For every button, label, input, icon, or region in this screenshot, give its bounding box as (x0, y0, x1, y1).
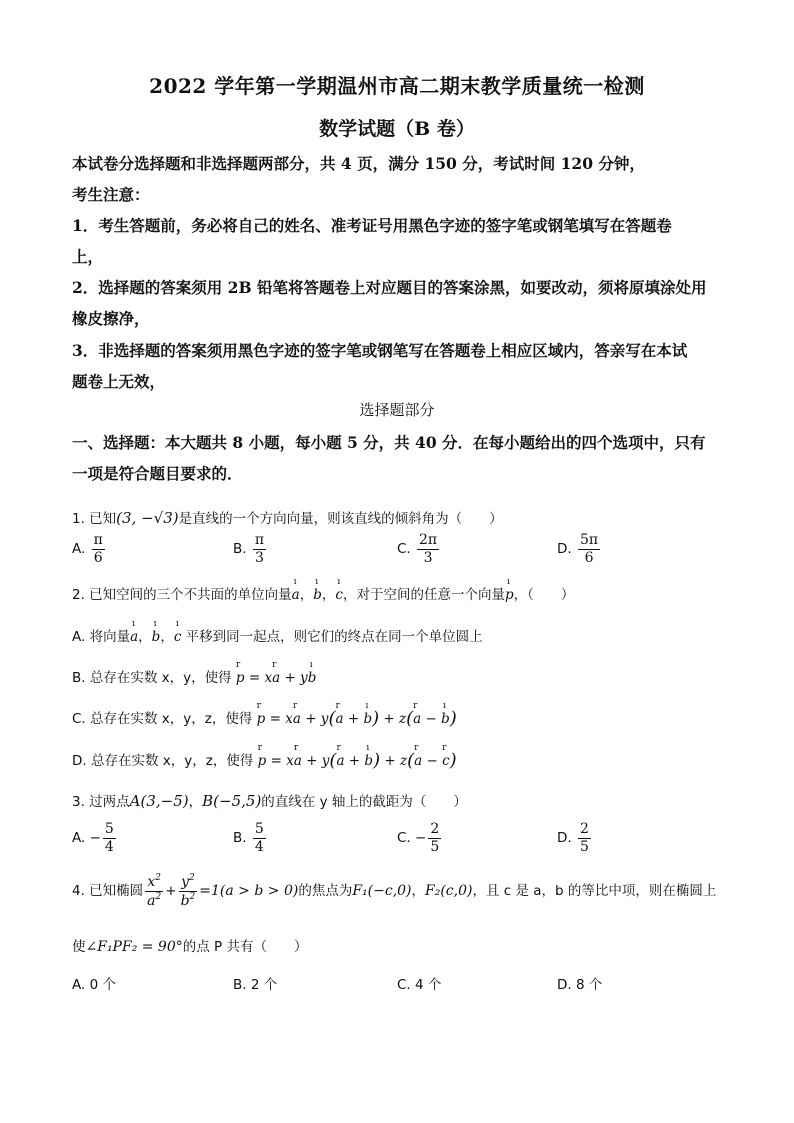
option-label: A. (72, 541, 86, 558)
fraction (578, 533, 600, 565)
notice-item-1-cont: 上， (72, 247, 104, 266)
q2-c-formula: r p = xr a + y(r a + ı b) + z(r a − ı b) (257, 711, 457, 727)
q1-option-d (557, 533, 602, 565)
vector-b: ı b (152, 629, 161, 645)
notice-title: 考生注意： (72, 185, 150, 204)
q1-vector: (3, −√3) (116, 509, 179, 527)
q3-option-b (233, 822, 268, 854)
denominator: 5 (579, 838, 589, 855)
option-label: A. (72, 830, 86, 847)
notice-item-3: 3．非选择题的答案须用黑色字迹的签字笔或钢笔写在答题卷上相应区域内，答亲写在本试 (72, 341, 688, 360)
option-label: B. (233, 541, 247, 558)
vector-a: ı a (130, 629, 138, 645)
notice-item-1: 1．考生答题前，务必将自己的姓名、准考证号用黑色字迹的签字笔或钢笔填写在答题卷 (72, 216, 672, 235)
q2-mid: ，对于空间的任意一个向量 (342, 587, 505, 603)
q4-option-c: C. 4 个 (397, 977, 442, 993)
denominator: 3 (255, 549, 264, 566)
vector-b: ı b (313, 587, 322, 603)
q4-angle: ∠F₁PF₂ = 90° (85, 939, 183, 955)
notice-item-3-cont: 题卷上无效， (72, 372, 166, 391)
q4-prefix: 4. 已知椭圆 (72, 883, 144, 900)
q1-option-b (233, 533, 268, 565)
q4-option-b: B. 2 个 (233, 977, 278, 993)
q2-d-formula: r p = xr a + y(r a + ı b) + z(r a − r c) (258, 753, 457, 769)
q4-line2-prefix: 使 (72, 939, 86, 955)
q2-option-c (72, 707, 457, 729)
q2-c-text: C. 总存在实数 x，y，z，使得 (72, 711, 253, 727)
numerator: π (93, 532, 103, 548)
denominator: 6 (93, 549, 103, 566)
q4-condition: =1(a > b > 0) (199, 883, 299, 900)
denominator: 3 (423, 549, 433, 566)
fraction (578, 822, 591, 854)
q3-option-c (397, 822, 443, 854)
option-label: B. (233, 830, 247, 847)
numerator: 5 (254, 821, 264, 837)
question-2-stem: 2. 已知空间的三个不共面的单位向量ı a，ı b，ı c，对于空间的任意一个向量ı p，（ ） (72, 583, 574, 603)
fraction (417, 533, 439, 565)
question-4-stem-cont (72, 935, 307, 955)
question-1-stem (72, 507, 503, 527)
q3-point-a: A(3,−5) (129, 792, 189, 810)
exam-title: 2022 学年第一学期温州市高二期末教学质量统一检测 (149, 74, 645, 98)
denominator: 5 (430, 838, 440, 855)
q3-point-b: B(−5,5) (202, 792, 262, 810)
q1-prefix: 1. 已知 (72, 511, 117, 527)
numerator: 2 (579, 821, 589, 837)
vector-c: ı c (174, 629, 182, 645)
q3-option-a (72, 822, 118, 854)
q2-b-text: B. 总存在实数 x，y，使得 (72, 670, 232, 686)
q4-option-d: D. 8 个 (557, 977, 603, 993)
vector-a: ı a (292, 587, 300, 603)
ellipse-y-term: $\frac{y^2}{b^2}$ (180, 873, 196, 909)
numerator: 2 (430, 821, 440, 837)
option-label: C. (397, 541, 411, 558)
option-label: C. (397, 830, 411, 847)
q4-focus-2: F₂(c,0) (425, 883, 473, 900)
q4-option-a: A. 0 个 (72, 977, 116, 993)
q2-option-d (72, 749, 457, 771)
section-heading: 一、选择题：本大题共 8 小题，每小题 5 分，共 40 分．在每小题给出的四个选项中，只有 (72, 433, 706, 452)
sign: − (415, 830, 427, 847)
numerator: 5π (579, 532, 599, 548)
question-4-stem: 4. 已知椭圆 $\frac{x^2}{a^2}$ + $\frac{y^2}{b^2}$ =1(a > b > 0)的焦点为F₁(−c,0)，F₂(c,0)，且 c 是 a，b 的等比中项，则在椭圆上 (72, 873, 717, 909)
q1-option-a (72, 533, 107, 565)
ellipse-x-term: $\frac{x^2}{a^2}$ (147, 873, 162, 909)
sign: − (89, 830, 101, 847)
q3-prefix: 3. 过两点 (72, 794, 130, 810)
q4-mid: 的焦点为 (298, 883, 353, 900)
q4-focus-1: F₁(−c,0) (352, 883, 412, 900)
notice-item-2-cont: 橡皮擦净， (72, 309, 150, 328)
q2-option-a: A. 将向量ı a，ı b，ı c 平移到同一起点，则它们的终点在同一个单位圆上 (72, 625, 483, 645)
vector-p: ı p (505, 587, 514, 603)
fraction (103, 822, 116, 854)
question-3-stem: 3. 过两点A(3,−5)，B(−5,5)的直线在 y 轴上的截距为（ ） (72, 792, 467, 810)
option-label: D. (557, 830, 572, 847)
option-label: D. (557, 541, 572, 558)
fraction (253, 822, 266, 854)
q4-tail: ，且 c 是 a，b 的等比中项，则在椭圆上 (472, 883, 717, 900)
notice-item-2: 2．选择题的答案须用 2B 铅笔将答题卷上对应题目的答案涂黑，如要改动，须将原填涂处用 (72, 278, 707, 297)
q2-a-text: A. 将向量 (72, 629, 131, 645)
denominator: 4 (104, 838, 114, 855)
q4-line2-end: 的点 P 共有（ ） (182, 939, 308, 955)
q2-a-end: 平移到同一起点，则它们的终点在同一个单位圆上 (185, 629, 483, 645)
denominator: 4 (254, 838, 264, 855)
numerator: 2π (419, 532, 438, 548)
q2-prefix: 2. 已知空间的三个不共面的单位向量 (72, 587, 292, 603)
instructions-intro: 本试卷分选择题和非选择题两部分，共 4 页，满分 150 分，考试时间 120 分钟， (72, 154, 645, 173)
q2-d-text: D. 总存在实数 x，y，z，使得 (72, 753, 254, 769)
vector-c: ı c (335, 587, 343, 603)
section-name: 选择题部分 (359, 401, 435, 419)
q3-option-d (557, 822, 593, 854)
denominator: 6 (584, 549, 594, 566)
fraction (92, 533, 105, 565)
q1-stem-text: 是直线的一个方向向量，则该直线的倾斜角为（ ） (178, 511, 503, 527)
q3-stem-text: 的直线在 y 轴上的截距为（ ） (261, 794, 467, 810)
q2-end: ，（ ） (513, 587, 575, 603)
q2-option-b (72, 666, 316, 686)
fraction (428, 822, 441, 854)
section-heading-cont: 一项是符合题目要求的． (72, 464, 243, 483)
exam-subtitle: 数学试题（B 卷） (319, 118, 475, 140)
fraction (253, 533, 266, 565)
numerator: π (254, 532, 265, 548)
q2-b-formula: r p = xr a + yı b (236, 670, 316, 686)
q1-option-c (397, 533, 441, 565)
numerator: 5 (104, 821, 114, 837)
